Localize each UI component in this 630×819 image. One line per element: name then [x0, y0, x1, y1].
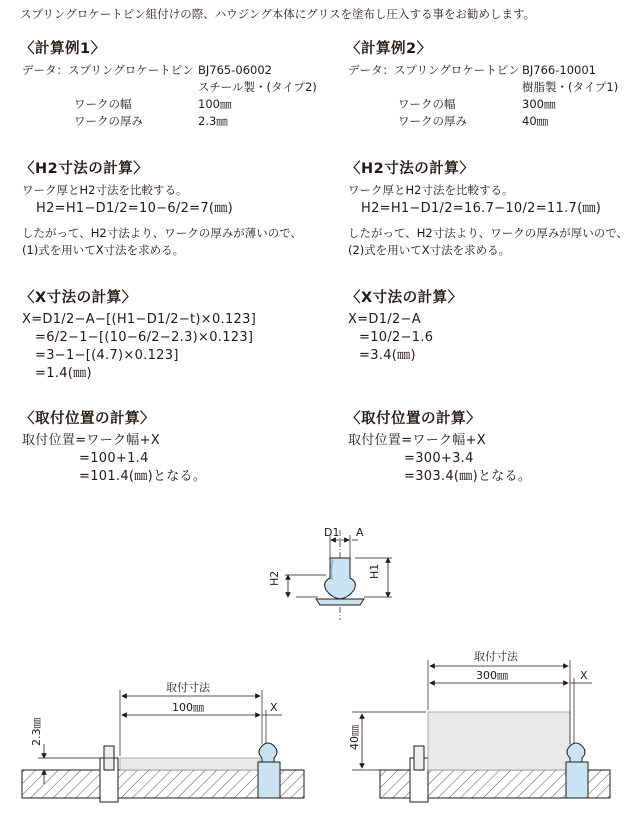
data-label: データ：スプリングロケートピン	[348, 63, 520, 77]
thickness-dimension-label: 40㎜	[348, 725, 361, 750]
position-formula-line-2: =300+3.4	[404, 451, 474, 466]
h2-conclusion-line-1: したがって、H2寸法より、ワークの厚みが厚いので、	[348, 226, 629, 240]
part-type: スチール製・(タイプ2)	[198, 80, 317, 94]
x-formula-line-3: =3−1−[(4.7)×0.123]	[35, 348, 179, 363]
h2-conclusion-line-2: (2)式を用いてX寸法を求める。	[348, 243, 511, 257]
x-formula-line-1: X=D1/2−A	[348, 312, 421, 327]
example-2-heading: 〈計算例2〉	[346, 41, 432, 57]
part-number: BJ765-06002	[198, 63, 272, 77]
position-formula-line-1: 取付位置=ワーク幅+X	[22, 433, 160, 448]
h2-conclusion-line-2: (1)式を用いてX寸法を求める。	[22, 243, 185, 257]
pin-detail-diagram	[268, 526, 392, 620]
work-thickness-value: 2.3㎜	[198, 114, 228, 128]
x-formula-line-1: X=D1/2−A−[(H1−D1/2−t)×0.123]	[22, 312, 257, 327]
x-heading: 〈X寸法の計算〉	[346, 290, 463, 306]
position-heading: 〈取付位置の計算〉	[346, 411, 481, 427]
x-dimension-label: X	[580, 669, 588, 682]
h2-formula: H2=H1−D1/2=16.7−10/2=11.7(㎜)	[361, 201, 602, 216]
part-number: BJ766-10001	[522, 63, 596, 77]
mount-dimension-label: 取付寸法	[474, 650, 518, 663]
work-width-value: 100㎜	[198, 97, 232, 111]
example-1-heading: 〈計算例1〉	[20, 41, 106, 57]
position-formula-line-1: 取付位置=ワーク幅+X	[348, 433, 486, 448]
h2-heading: 〈H2寸法の計算〉	[346, 161, 475, 177]
x-dimension-label: X	[270, 701, 278, 714]
data-label: データ：スプリングロケートピン	[22, 63, 194, 77]
x-formula-line-4: =1.4(㎜)	[35, 366, 92, 381]
x-heading: 〈X寸法の計算〉	[20, 290, 137, 306]
intro-note: スプリングロケートピン組付けの際、ハウジング本体にグリスを塗布し圧入する事をお勧めします。	[20, 7, 536, 21]
h2-formula: H2=H1−D1/2=10−6/2=7(㎜)	[36, 201, 233, 216]
work-width-label: ワークの幅	[398, 97, 456, 111]
width-dimension-label: 100㎜	[172, 701, 204, 714]
mount-dimension-label: 取付寸法	[166, 681, 210, 694]
h2-compare-text: ワーク厚とH2寸法を比較する。	[348, 183, 514, 197]
thickness-dimension-label: 2.3㎜	[30, 717, 43, 746]
position-formula-line-3: =101.4(㎜)となる。	[79, 469, 207, 484]
x-formula-line-3: =3.4(㎜)	[359, 348, 416, 363]
a-dimension-label: A	[356, 526, 364, 539]
work-width-value: 300㎜	[522, 97, 556, 111]
x-formula-line-2: =6/2−1−[(10−6/2−2.3)×0.123]	[35, 330, 254, 345]
position-formula-line-3: =303.4(㎜)となる。	[404, 469, 532, 484]
h1-dimension-label: H1	[368, 563, 381, 579]
work-thickness-label: ワークの厚み	[74, 114, 143, 128]
d1-dimension-label: D1	[324, 526, 340, 539]
part-type: 樹脂製・(タイプ1)	[522, 80, 619, 94]
install-diagram-right	[348, 649, 610, 802]
diagrams	[0, 500, 630, 819]
x-formula-line-2: =10/2−1.6	[359, 330, 434, 345]
work-thickness-value: 40㎜	[522, 114, 549, 128]
position-heading: 〈取付位置の計算〉	[20, 411, 155, 427]
width-dimension-label: 300㎜	[476, 669, 508, 682]
h2-dimension-label: H2	[268, 570, 281, 586]
work-width-label: ワークの幅	[74, 97, 132, 111]
work-thickness-label: ワークの厚み	[398, 114, 467, 128]
h2-compare-text: ワーク厚とH2寸法を比較する。	[22, 183, 188, 197]
h2-conclusion-line-1: したがって、H2寸法より、ワークの厚みが薄いので、	[22, 226, 303, 240]
install-diagram-left	[22, 680, 304, 802]
h2-heading: 〈H2寸法の計算〉	[20, 161, 149, 177]
position-formula-line-2: =100+1.4	[79, 451, 149, 466]
